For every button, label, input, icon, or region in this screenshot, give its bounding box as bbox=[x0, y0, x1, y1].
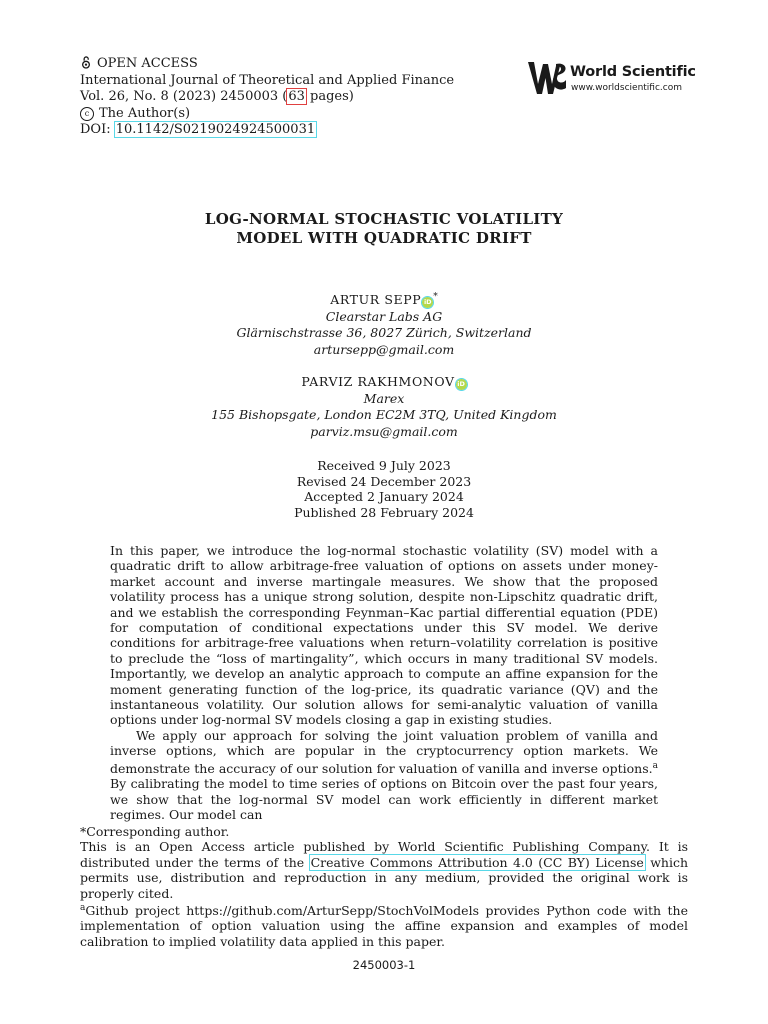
open-access-note: This is an Open Access article published by World Scientific Publishing Company. It is distributed under the terms of the Creative Commons Attribution 4.0 (CC BY) License which permits use, distribution and reproduction in any medium, provided the original work is properly cited. bbox=[80, 839, 688, 901]
accepted-date: Accepted 2 January 2024 bbox=[304, 489, 464, 504]
author-email: parviz.msu@gmail.com bbox=[310, 423, 458, 439]
publication-dates bbox=[0, 458, 768, 520]
journal-header bbox=[80, 56, 454, 139]
publisher-logo bbox=[526, 58, 696, 98]
volume-info: Vol. 26, No. 8 (2023) 2450003 (63 pages) bbox=[80, 89, 354, 104]
author-block-1 bbox=[0, 289, 768, 358]
title-line-2: MODEL WITH QUADRATIC DRIFT bbox=[236, 229, 532, 247]
author-name-line bbox=[0, 289, 768, 309]
author-affiliation: Marex bbox=[363, 390, 405, 406]
copyright-line: c The Author(s) bbox=[80, 106, 454, 123]
open-access-icon bbox=[80, 56, 92, 69]
open-access-label: OPEN ACCESS bbox=[97, 56, 198, 71]
publisher-url: www.worldscientific.com bbox=[571, 83, 683, 93]
corresponding-marker: * bbox=[433, 292, 438, 302]
orcid-icon[interactable]: iD bbox=[457, 380, 465, 388]
footnotes bbox=[80, 824, 688, 949]
author-address: Glärnischstrasse 36, 8027 Zürich, Switzerland bbox=[236, 325, 532, 340]
copyright-icon: c bbox=[80, 107, 94, 121]
license-link[interactable]: Creative Commons Attribution 4.0 (CC BY) License bbox=[310, 854, 644, 870]
author-affiliation: Clearstar Labs AG bbox=[325, 308, 443, 324]
publisher-name: World Scientific bbox=[570, 64, 696, 80]
author-email: artursepp@gmail.com bbox=[313, 341, 455, 357]
author-name-line bbox=[0, 374, 768, 391]
abstract-paragraph-1: In this paper, we introduce the log-normal stochastic volatility (SV) model with a quadratic drift to allow arbitrage-free valuation of options on assets under money-market account and inverse martingale measures. We show that the proposed volatility process has a unique strong solution, despite non-Lipschitz quadratic drift, and we establish the corresponding Feynman–Kac partial differential equation (PDE) for computation of conditional expectations under this SV model. We derive conditions for arbitrage-free valuations when return–volatility correlation is positive to preclude the “loss of martingality”, which occurs in many traditional SV models. Importantly, we develop an analytic approach to compute an affine expansion for the moment generating function of the log-price, its quadratic variance (QV) and the instantaneous volatility. Our solution allows for semi-analytic valuation of vanilla options under log-normal SV models closing a gap in existing studies. bbox=[110, 543, 658, 728]
corresponding-author-note: *Corresponding author. bbox=[80, 824, 230, 839]
revised-date: Revised 24 December 2023 bbox=[296, 473, 472, 489]
author-name: ARTUR SEPP bbox=[330, 292, 422, 307]
abstract bbox=[110, 543, 658, 822]
journal-name: International Journal of Theoretical and Applied Finance bbox=[80, 72, 455, 88]
author-address: 155 Bishopsgate, London EC2M 3TQ, United Kingdom bbox=[211, 407, 557, 422]
published-date: Published 28 February 2024 bbox=[294, 504, 474, 520]
pages-count-link[interactable]: 63 bbox=[288, 89, 305, 104]
github-note: $^a$Github project https://github.com/ArturSepp/StochVolModels provides Python code with the implementation of option valuation using the affine expansion and examples of model calibration to implied volatility data applied in this paper. bbox=[80, 903, 688, 949]
footnote-marker: a bbox=[80, 903, 86, 914]
doi-line: DOI: 10.1142/S0219024924500031 bbox=[80, 122, 316, 137]
title-line-1: LOG-NORMAL STOCHASTIC VOLATILITY bbox=[204, 210, 564, 228]
paper-title bbox=[0, 210, 768, 248]
world-scientific-logo-icon bbox=[526, 58, 568, 98]
orcid-icon[interactable]: iD bbox=[423, 298, 432, 306]
received-date: Received 9 July 2023 bbox=[317, 458, 451, 473]
author-name: PARVIZ RAKHMONOV bbox=[301, 374, 455, 389]
author-block-2 bbox=[0, 374, 768, 440]
page-number: 2450003-1 bbox=[352, 958, 416, 972]
abstract-paragraph-2: We apply our approach for solving the joint valuation problem of vanilla and inverse options, which are popular in the cryptocurrency option markets. We demonstrate the accuracy of our solution for valuation of vanilla and inverse options.$^a$ By calibrating the model to time series of options on Bitcoin over the past four years, we show that the log-normal SV model can work efficiently in different market regimes. Our model can bbox=[110, 727, 658, 822]
open-access-row bbox=[80, 56, 454, 73]
footnote-marker[interactable]: a bbox=[652, 760, 658, 771]
doi-link[interactable]: 10.1142/S0219024924500031 bbox=[115, 122, 316, 137]
